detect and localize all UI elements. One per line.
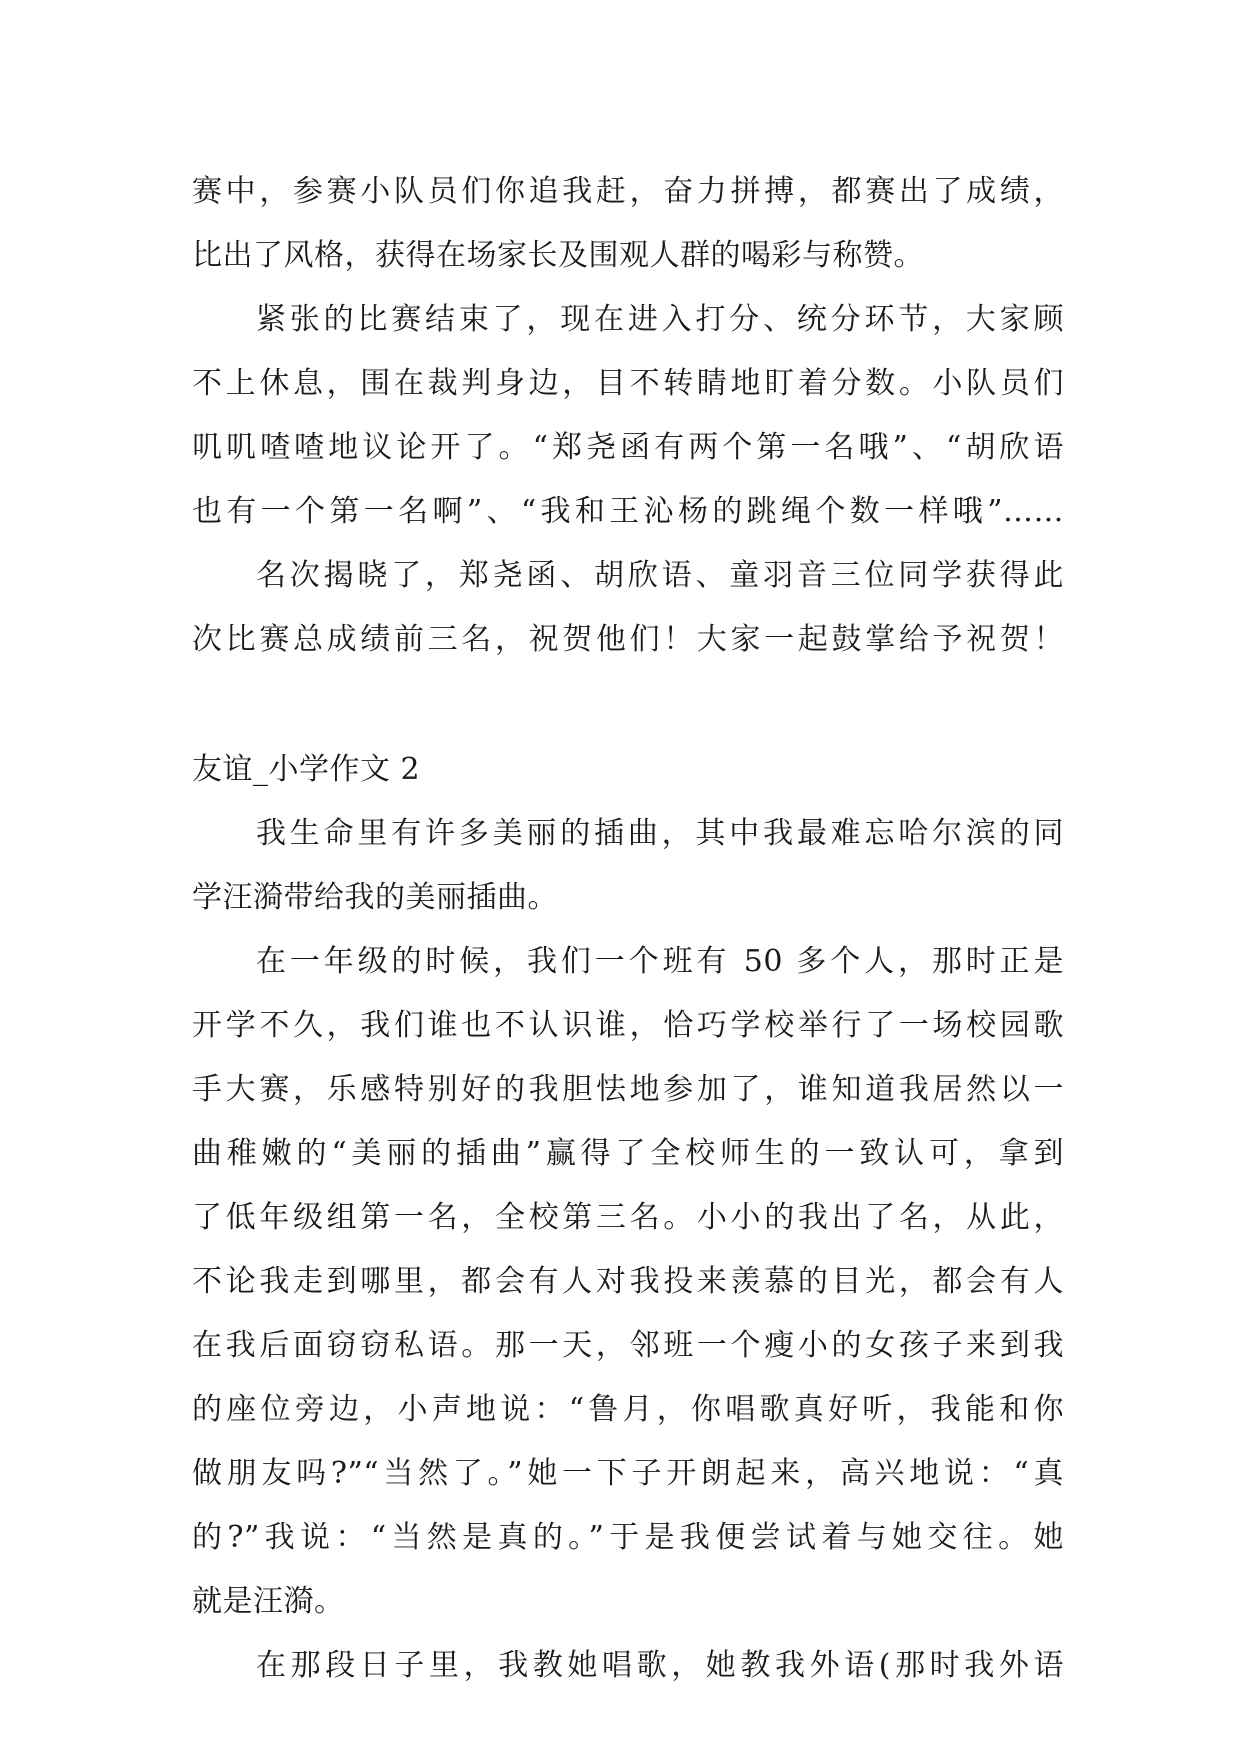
text-line: 也有一个第一名啊”、“我和王沁杨的跳绳个数一样哦”…… xyxy=(192,494,1064,529)
text-line: 赛中，参赛小队员们你追我赶，奋力拼搏，都赛出了成绩， xyxy=(192,174,1064,209)
paragraph-race-result xyxy=(192,160,1064,288)
text-line: 的?”我说：“当然是真的。”于是我便尝试着与她交往。她 xyxy=(192,1520,1064,1555)
section-gap xyxy=(192,672,1064,738)
text-line: 我生命里有许多美丽的插曲，其中我最难忘哈尔滨的同 xyxy=(256,816,1064,851)
text-line: 了低年级组第一名，全校第三名。小小的我出了名，从此， xyxy=(192,1200,1064,1235)
paragraph-ranking xyxy=(192,544,1064,672)
text-line: 叽叽喳喳地议论开了。“郑尧函有两个第一名哦”、“胡欣语 xyxy=(192,430,1064,465)
paragraph-scoring xyxy=(192,288,1064,544)
text-line: 在我后面窃窃私语。那一天，邻班一个瘦小的女孩子来到我 xyxy=(192,1328,1064,1363)
text-line: 曲稚嫩的“美丽的插曲”赢得了全校师生的一致认可，拿到 xyxy=(192,1136,1064,1171)
text-line: 名次揭晓了，郑尧函、胡欣语、童羽音三位同学获得此 xyxy=(256,558,1064,593)
text-line: 的座位旁边，小声地说：“鲁月，你唱歌真好听，我能和你 xyxy=(192,1392,1064,1427)
text-line: 比出了风格，获得在场家长及围观人群的喝彩与称赞。 xyxy=(192,238,924,273)
text-line: 做朋友吗?”“当然了。”她一下子开朗起来，高兴地说：“真 xyxy=(192,1456,1064,1491)
text-line: 在那段日子里，我教她唱歌，她教我外语(那时我外语 xyxy=(256,1648,1064,1683)
text-line: 不论我走到哪里，都会有人对我投来羡慕的目光，都会有人 xyxy=(192,1264,1064,1299)
essay-title: 友谊_小学作文 2 xyxy=(192,752,421,787)
text-line: 不上休息，围在裁判身边，目不转睛地盯着分数。小队员们 xyxy=(192,366,1064,401)
paragraph-intro xyxy=(192,802,1064,930)
text-line: 在一年级的时候，我们一个班有 50 多个人，那时正是 xyxy=(256,944,1064,979)
paragraph-story xyxy=(192,930,1064,1634)
text-line: 就是汪漪。 xyxy=(192,1584,345,1619)
text-line: 开学不久，我们谁也不认识谁，恰巧学校举行了一场校园歌 xyxy=(192,1008,1064,1043)
paragraph-days xyxy=(192,1634,1064,1698)
document-page xyxy=(192,160,1064,1698)
text-line: 学汪漪带给我的美丽插曲。 xyxy=(192,880,558,915)
text-line: 手大赛，乐感特别好的我胆怯地参加了，谁知道我居然以一 xyxy=(192,1072,1064,1107)
text-line: 次比赛总成绩前三名，祝贺他们！大家一起鼓掌给予祝贺！ xyxy=(192,622,1064,657)
text-line: 紧张的比赛结束了，现在进入打分、统分环节，大家顾 xyxy=(256,302,1064,337)
